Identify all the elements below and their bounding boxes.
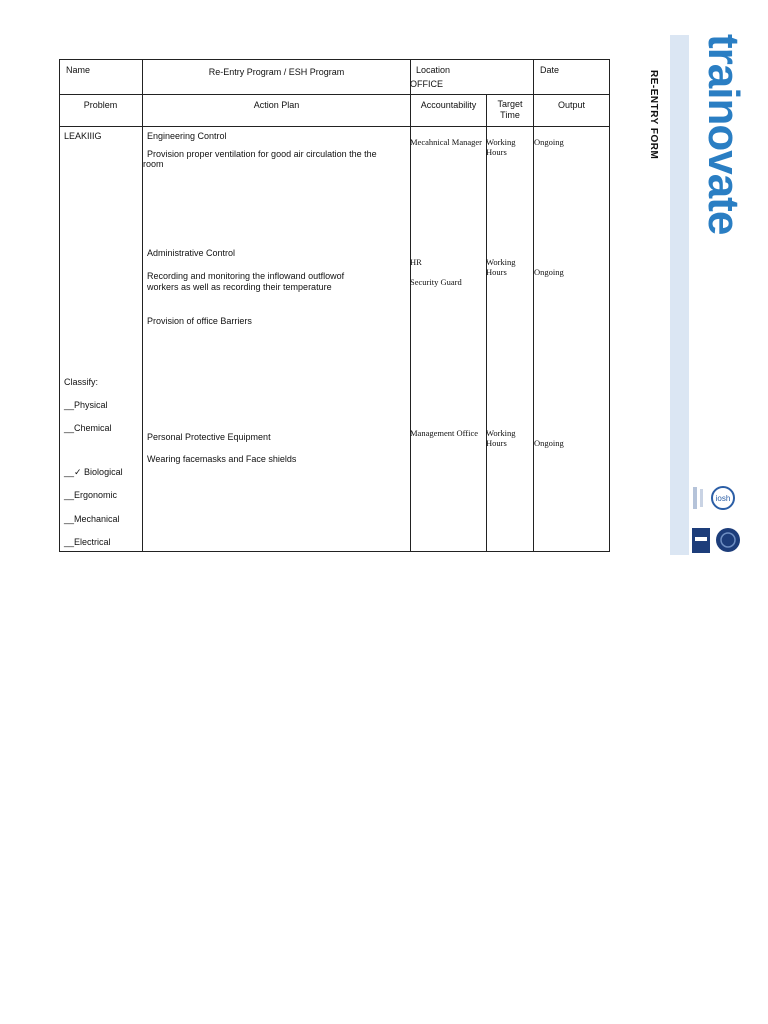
- sidebar-strip: [670, 35, 689, 555]
- table-col-divider-4: [533, 59, 534, 552]
- location-value: OFFICE: [410, 79, 443, 89]
- administrative-control-accountability-2: Security Guard: [410, 277, 462, 287]
- table-border-right: [609, 59, 610, 552]
- ppe-target-1: Working: [486, 428, 516, 438]
- ppe-accountability: Management Office: [410, 428, 479, 438]
- re-entry-form-vertical-title: RE-ENTRY FORM: [648, 70, 659, 160]
- classify-option-mechanical: __Mechanical: [64, 514, 120, 524]
- name-label: Name: [66, 65, 91, 75]
- engineering-control-line-2: room: [143, 159, 164, 169]
- table-col-divider-2: [410, 59, 411, 552]
- table-col-divider-1: [142, 59, 143, 552]
- column-action-plan: Action Plan: [253, 100, 300, 110]
- administrative-control-line-2: workers as well as recording their temperature: [147, 282, 332, 292]
- table-col-divider-3: [486, 94, 487, 552]
- ppe-target-2: Hours: [486, 438, 507, 448]
- table-border-left: [59, 59, 60, 552]
- column-output: Output: [557, 100, 586, 110]
- administrative-control-target-2: Hours: [486, 267, 507, 277]
- administrative-control-title: Administrative Control: [147, 248, 236, 258]
- certification-badges-icon: [690, 525, 745, 555]
- administrative-control-target-1: Working: [486, 257, 516, 267]
- engineering-control-target-1: Working: [486, 137, 516, 147]
- engineering-control-title: Engineering Control: [147, 131, 227, 141]
- program-title: Re-Entry Program / ESH Program: [208, 67, 345, 77]
- administrative-control-output: Ongoing: [534, 267, 564, 277]
- problem-title: LEAKIIIG: [64, 131, 102, 141]
- administrative-control-line-1: Recording and monitoring the inflowand outflowof: [147, 271, 345, 281]
- classify-option-electrical: __Electrical: [64, 537, 111, 547]
- engineering-control-accountability: Mecahnical Manager: [410, 137, 482, 147]
- engineering-control-target-2: Hours: [486, 147, 507, 157]
- column-accountability: Accountability: [420, 100, 477, 110]
- re-entry-form-table: [59, 59, 610, 552]
- engineering-control-line-1: Provision proper ventilation for good air circulation the the: [147, 149, 377, 159]
- classify-label: Classify:: [64, 377, 99, 387]
- ppe-title: Personal Protective Equipment: [147, 432, 271, 442]
- classify-option-ergonomic: __Ergonomic: [64, 490, 118, 500]
- location-label: Location: [416, 65, 451, 75]
- classify-option-biological: __✓ Biological: [64, 467, 123, 477]
- administrative-control-accountability-1: HR: [410, 257, 422, 267]
- ppe-line-1: Wearing facemasks and Face shields: [147, 454, 297, 464]
- column-target-time-1: Target: [497, 99, 523, 109]
- classify-option-chemical: __Chemical: [64, 423, 112, 433]
- engineering-control-output: Ongoing: [534, 137, 564, 147]
- iosh-logo-icon: [690, 483, 740, 513]
- classify-option-physical: __Physical: [64, 400, 108, 410]
- trainovate-wordmark: trainovate: [699, 34, 748, 235]
- date-label: Date: [540, 65, 560, 75]
- column-target-time-2: Time: [500, 110, 520, 120]
- column-problem: Problem: [83, 100, 118, 110]
- ppe-output: Ongoing: [534, 438, 564, 448]
- trainovate-logo: [690, 28, 750, 235]
- administrative-control-line-3: Provision of office Barriers: [147, 316, 252, 326]
- iosh-logo-text: iosh: [715, 494, 731, 503]
- badge-round-icon: [716, 528, 740, 552]
